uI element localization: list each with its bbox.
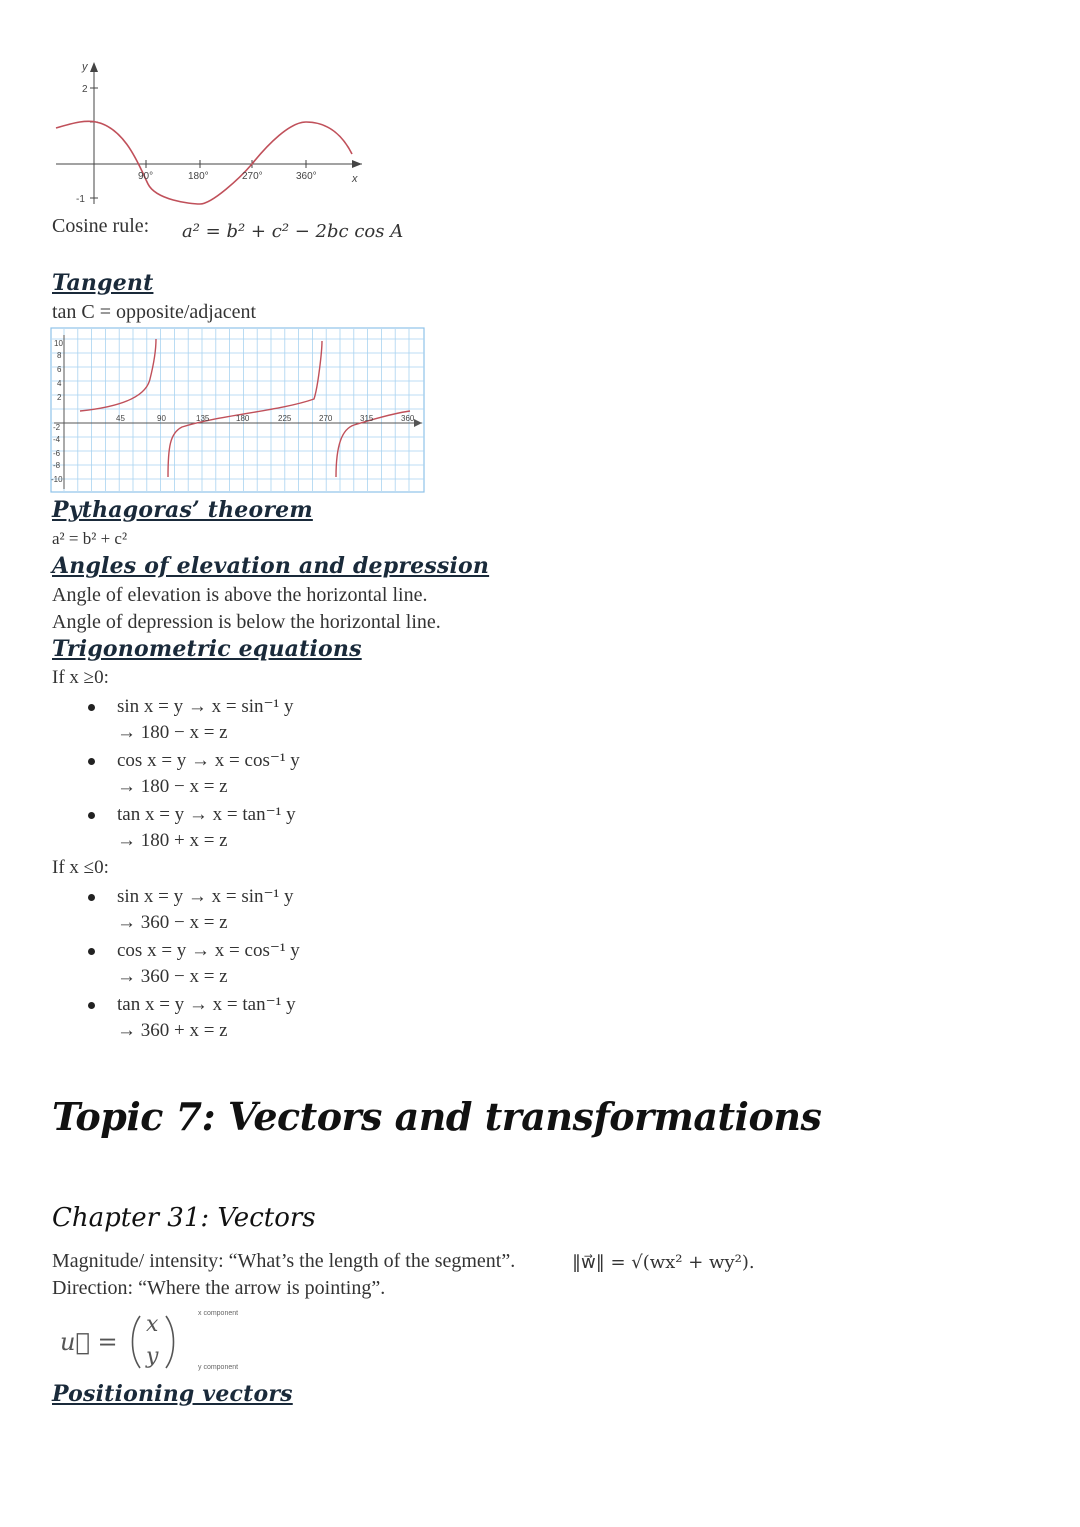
cosine-x-tick: 90°	[138, 171, 154, 182]
trig-equations-heading: Trigonometric equations	[52, 636, 362, 662]
cosine-rule-label: Cosine rule:	[52, 215, 150, 237]
cosine-curve	[56, 121, 352, 204]
tangent-definition: tan C = opposite/adjacent	[52, 301, 257, 323]
tangent-y-tick: 8	[57, 351, 62, 360]
positive-sub-sin: → 180 − x = z	[117, 722, 228, 743]
cosine-y-tick: -1	[76, 194, 85, 205]
vector-top: x	[146, 1312, 159, 1337]
tangent-y-tick: 4	[57, 379, 62, 388]
angles-heading: Angles of elevation and depression	[52, 553, 490, 579]
positioning-heading: Positioning vectors	[52, 1381, 293, 1407]
direction-text: Direction: “Where the arrow is pointing”.	[52, 1277, 386, 1299]
list-bullet	[88, 704, 95, 711]
positive-eq-tan: tan x = y → x = tan⁻¹ y	[117, 804, 296, 825]
negative-eq-sin: sin x = y → x = sin⁻¹ y	[117, 886, 294, 907]
tangent-y-tick: -10	[51, 475, 63, 484]
tangent-x-tick: 180	[236, 414, 250, 423]
vector-lhs: u⃗ =	[60, 1328, 118, 1356]
tangent-graph	[50, 327, 426, 494]
tangent-x-tick: 270	[319, 414, 333, 423]
positive-condition-label: If x ≥0:	[52, 667, 109, 688]
cosine-x-tick: 180°	[188, 171, 209, 182]
cosine-graph	[40, 58, 380, 208]
cosine-x-tick: 270°	[242, 171, 263, 182]
list-bullet	[88, 812, 95, 819]
positive-sub-cos: → 180 − x = z	[117, 776, 228, 797]
negative-eq-cos: cos x = y → x = cos⁻¹ y	[117, 940, 300, 961]
positive-eq-cos: cos x = y → x = cos⁻¹ y	[117, 750, 300, 771]
list-bullet	[88, 948, 95, 955]
tangent-y-tick: -6	[53, 449, 61, 458]
topic-title: Topic 7: Vectors and transformations	[52, 1094, 822, 1139]
y-component-label: y component	[198, 1364, 239, 1371]
tangent-x-tick: 90	[157, 414, 166, 423]
magnitude-text: Magnitude/ intensity: “What’s the length of the segment”.	[52, 1250, 516, 1272]
cosine-y-axis-label: y	[82, 61, 88, 73]
chapter-title: Chapter 31: Vectors	[52, 1203, 316, 1233]
tangent-y-tick: -2	[53, 423, 61, 432]
vector-notation	[60, 1310, 320, 1378]
tangent-y-tick: -4	[53, 435, 61, 444]
tangent-y-tick: 6	[57, 365, 62, 374]
negative-sub-sin: → 360 − x = z	[117, 912, 228, 933]
list-bullet	[88, 758, 95, 765]
positive-eq-sin: sin x = y → x = sin⁻¹ y	[117, 696, 294, 717]
tangent-x-tick: 360	[401, 414, 415, 423]
negative-sub-cos: → 360 − x = z	[117, 966, 228, 987]
list-bullet	[88, 894, 95, 901]
negative-sub-tan: → 360 + x = z	[117, 1020, 228, 1041]
magnitude-formula: ‖w⃗‖ = √(wx² + wy²).	[572, 1252, 755, 1273]
tangent-y-tick: -8	[53, 461, 61, 470]
positive-sub-tan: → 180 + x = z	[117, 830, 228, 851]
cosine-x-tick: 360°	[296, 171, 317, 182]
negative-eq-tan: tan x = y → x = tan⁻¹ y	[117, 994, 296, 1015]
tangent-y-tick: 10	[54, 339, 63, 348]
tangent-heading: Tangent	[52, 270, 154, 296]
tangent-x-tick: 315	[360, 414, 374, 423]
negative-condition-label: If x ≤0:	[52, 857, 109, 878]
angles-line-2: Angle of depression is below the horizontal line.	[52, 611, 441, 633]
tangent-x-tick: 135	[196, 414, 210, 423]
cosine-rule-formula: a² = b² + c² − 2bc cos A	[182, 221, 404, 242]
x-component-label: x component	[198, 1310, 239, 1317]
tangent-y-tick: 2	[57, 393, 62, 402]
pythagoras-heading: Pythagoras’ theorem	[52, 497, 313, 523]
list-bullet	[88, 1002, 95, 1009]
tangent-x-tick: 45	[116, 414, 125, 423]
angles-line-1: Angle of elevation is above the horizontal line.	[52, 584, 428, 606]
tangent-x-tick: 225	[278, 414, 292, 423]
cosine-x-axis-label: x	[352, 173, 358, 185]
cosine-y-tick: 2	[82, 84, 88, 95]
pythagoras-formula: a² = b² + c²	[52, 529, 128, 548]
vector-bottom: y	[146, 1344, 159, 1369]
